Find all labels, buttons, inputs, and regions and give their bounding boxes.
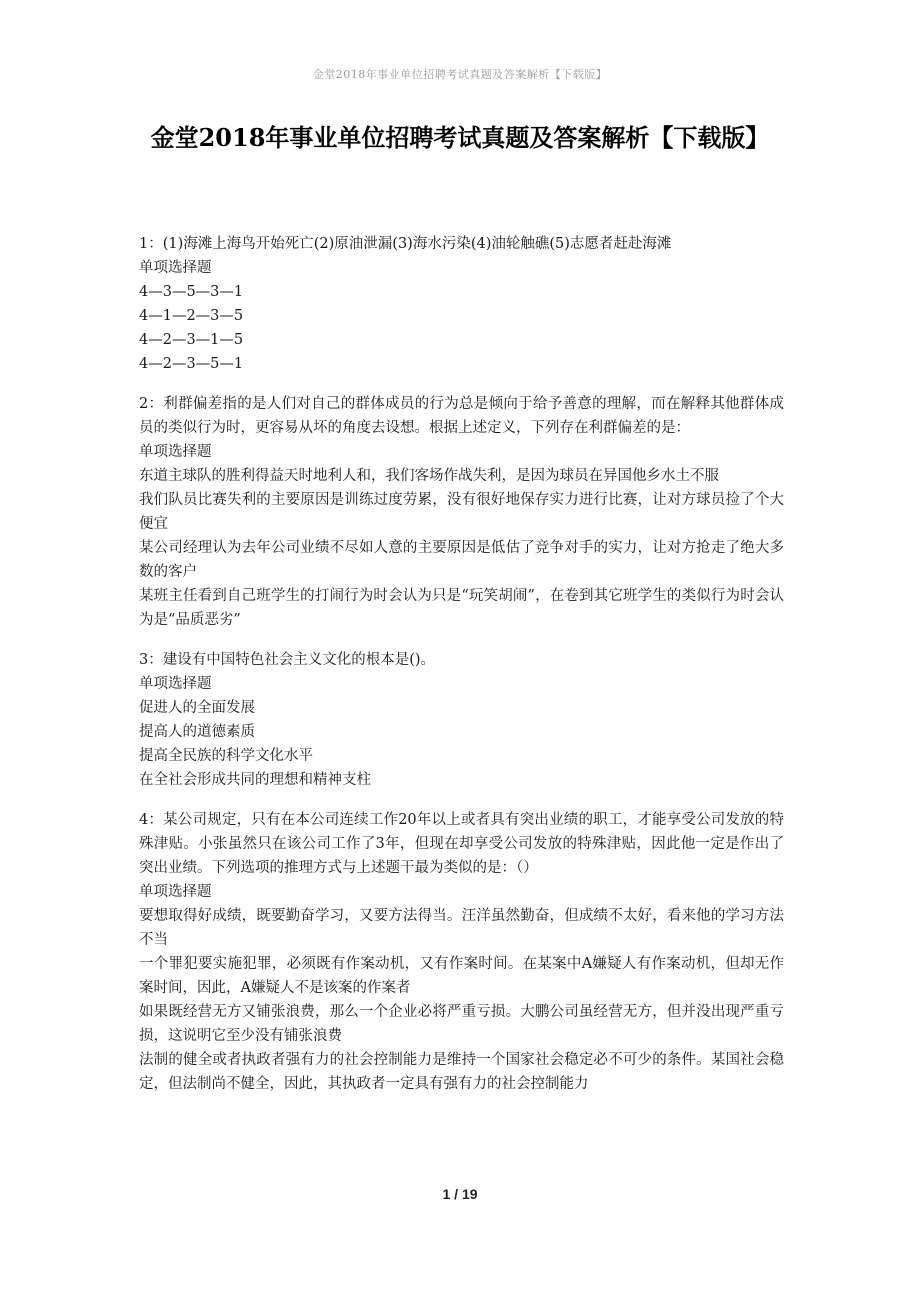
question-type: 单项选择题 — [139, 444, 212, 460]
question-3 — [139, 648, 784, 792]
option-c: 提高全民族的科学文化水平 — [139, 748, 313, 764]
option-d: 某班主任看到自己班学生的打闹行为时会认为只是“玩笑胡闹”，在卷到其它班学生的类似行为时会认为是“品质恶劣” — [139, 588, 784, 628]
document-body — [139, 232, 784, 1112]
question-type: 单项选择题 — [139, 676, 212, 692]
question-2 — [139, 392, 784, 632]
page-title: 金堂2018年事业单位招聘考试真题及答案解析【下载版】 — [150, 123, 770, 152]
page-number: 1 / 19 — [442, 1186, 478, 1202]
option-d: 4—2—3—5—1 — [139, 356, 244, 372]
running-header: 金堂2018年事业单位招聘考试真题及答案解析【下载版】 — [312, 68, 608, 81]
option-d: 法制的健全或者执政者强有力的社会控制能力是维持一个国家社会稳定必不可少的条件。某国社会稳定，但法制尚不健全，因此，其执政者一定具有强有力的社会控制能力 — [139, 1052, 784, 1092]
option-c: 某公司经理认为去年公司业绩不尽如人意的主要原因是低估了竞争对手的实力，让对方抢走了绝大多数的客户 — [139, 540, 784, 580]
option-a: 要想取得好成绩，既要勤奋学习，又要方法得当。汪洋虽然勤奋，但成绩不太好，看来他的学习方法不当 — [139, 908, 784, 948]
question-4 — [139, 808, 784, 1096]
question-type: 单项选择题 — [139, 884, 212, 900]
option-b: 提高人的道德素质 — [139, 724, 255, 740]
option-b: 我们队员比赛失利的主要原因是训练过度劳累，没有很好地保存实力进行比赛，让对方球员捡了个大便宜 — [139, 492, 784, 532]
option-a: 4—3—5—3—1 — [139, 284, 244, 300]
question-stem: 3：建设有中国特色社会主义文化的根本是()。 — [139, 652, 436, 668]
question-1 — [139, 232, 784, 376]
option-c: 4—2—3—1—5 — [139, 332, 244, 348]
question-stem: 4：某公司规定，只有在本公司连续工作20年以上或者具有突出业绩的职工，才能享受公司发放的特殊津贴。小张虽然只在该公司工作了3年，但现在却享受公司发放的特殊津贴，因此他一定是作出了突出业绩。下列选项的推理方式与上述题干最为类似的是：（） — [139, 812, 784, 876]
option-d: 在全社会形成共同的理想和精神支柱 — [139, 772, 371, 788]
option-a: 东道主球队的胜利得益天时地利人和，我们客场作战失利，是因为球员在异国他乡水土不服 — [139, 468, 719, 484]
option-a: 促进人的全面发展 — [139, 700, 255, 716]
option-b: 4—1—2—3—5 — [139, 308, 244, 324]
question-stem: 1：(1)海滩上海鸟开始死亡(2)原油泄漏(3)海水污染(4)油轮触礁(5)志愿者赶赴海滩 — [139, 236, 672, 252]
question-stem: 2：利群偏差指的是人们对自己的群体成员的行为总是倾向于给予善意的理解，而在解释其他群体成员的类似行为时，更容易从坏的角度去设想。根据上述定义，下列存在利群偏差的是： — [139, 396, 784, 436]
question-type: 单项选择题 — [139, 260, 212, 276]
option-c: 如果既经营无方又铺张浪费，那么一个企业必将严重亏损。大鹏公司虽经营无方，但并没出现严重亏损，这说明它至少没有铺张浪费 — [139, 1004, 784, 1044]
option-b: 一个罪犯要实施犯罪，必须既有作案动机，又有作案时间。在某案中A嫌疑人有作案动机，但却无作案时间，因此，A嫌疑人不是该案的作案者 — [139, 956, 784, 996]
